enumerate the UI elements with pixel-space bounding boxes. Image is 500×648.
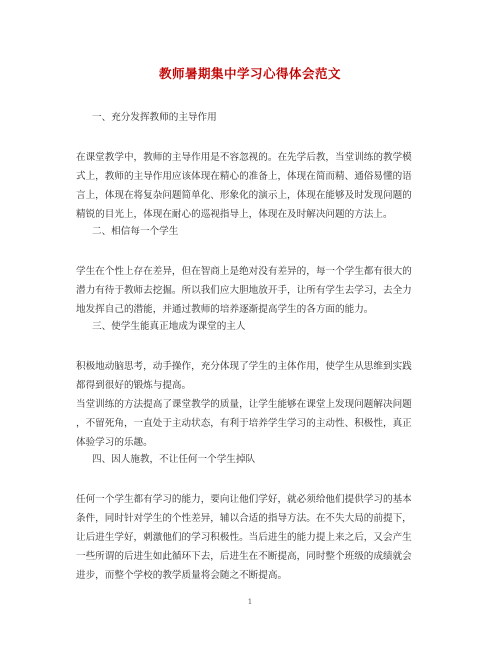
paragraph-line: 任何一个学生都有学习的能力，要向让他们学好，就必须给他们提供学习的基本 [76,494,412,505]
paragraph-line: 一些所谓的后进生如此循环下去，后进生在不断提高，同时整个班级的成绩就会 [76,551,412,562]
paragraph-line: ，不留死角，一直处于主动状态，有利于培养学生学习的主动性、积极性，真正 [76,418,412,429]
paragraph-line: 在课堂教学中，教师的主导作用是不容忽视的。在先学后教，当堂训练的教学模 [76,152,412,163]
section-paragraph-3 [76,357,424,452]
paragraph-line: 体验学习的乐趣。 [76,437,153,448]
paragraph-line: 让后进生学好，刺激他们的学习积极性。当后进生的能力提上来之后，又会产生 [76,532,412,543]
section-heading-4: 四、因人施教，不让任何一个学生掉队 [92,454,256,465]
section-paragraph-2 [76,262,424,319]
section-heading-3: 三、使学生能真正地成为课堂的主人 [92,321,246,332]
section-heading-1: 一、充分发挥教师的主导作用 [92,112,217,123]
paragraph-line: 学生在个性上存在差异，但在智商上是绝对没有差异的，每一个学生都有很大的 [76,266,412,277]
section-paragraph-1 [76,148,424,224]
paragraph-line: 精锐的目光上，体现在耐心的巡视指导上，体现在及时解决问题的方法上。 [76,209,393,220]
paragraph-line: 言上，体现在将复杂问题简单化、形象化的演示上，体现在能够及时发现问题的 [76,190,412,201]
section-paragraph-4 [76,490,424,585]
paragraph-line: 当堂训练的方法提高了课堂教学的质量，让学生能够在课堂上发现问题解决问题 [76,399,412,410]
paragraph-line: 地发挥自己的潜能，并通过教师的培养逐渐提高学生的各方面的能力。 [76,304,374,315]
paragraph-line: 进步，而整个学校的教学质量将会随之不断提高。 [76,570,288,581]
paragraph-line: 潜力有待于教师去挖掘。所以我们应大胆地放开手，让所有学生去学习，去全力 [76,285,412,296]
page-number: 1 [247,598,253,606]
paragraph-line: 都得到很好的锻炼与提高。 [76,380,192,391]
paragraph-line: 式上，教师的主导作用应该体现在精心的准备上，体现在简而精、通俗易懂的语 [76,171,412,182]
document-title: 教师暑期集中学习心得体会范文 [158,66,341,81]
paragraph-line: 条件，同时针对学生的个性差异，辅以合适的指导方法。在不失大局的前提下， [76,513,412,524]
paragraph-line: 积极地动脑思考，动手操作，充分体现了学生的主体作用，使学生从思维到实践 [76,361,412,372]
section-heading-2: 二、相信每一个学生 [92,226,179,237]
